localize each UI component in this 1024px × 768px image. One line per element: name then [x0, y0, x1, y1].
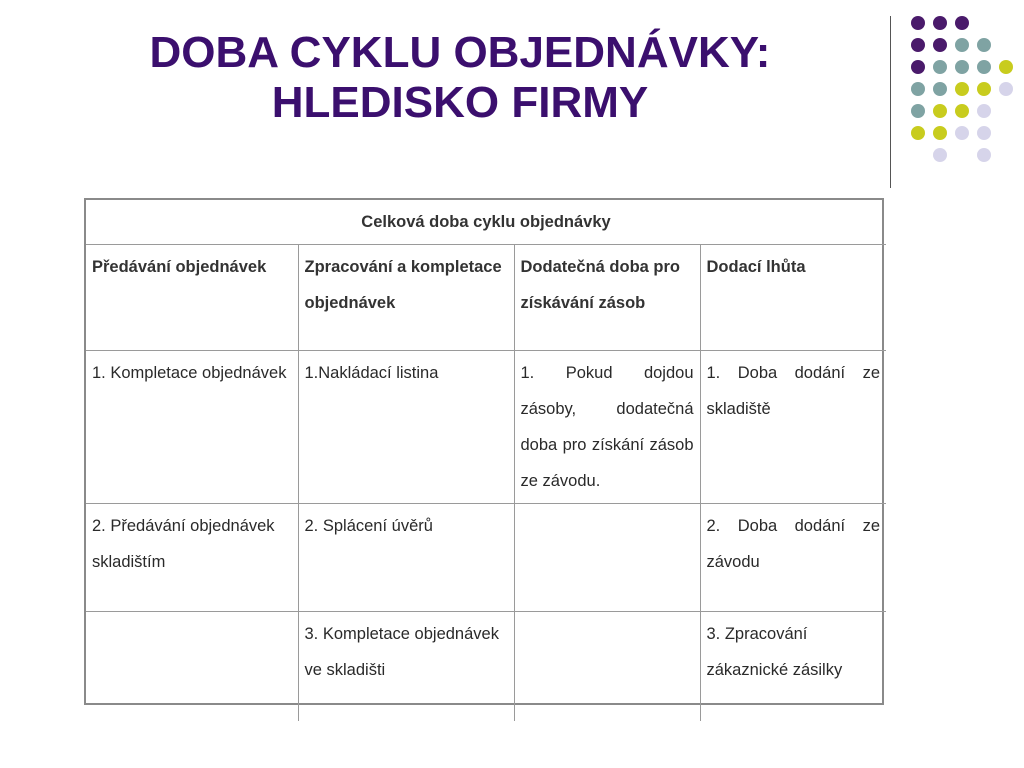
table-cell: 1.Nakládací listina: [298, 351, 514, 504]
table-span-header: Celková doba cyklu objednávky: [86, 200, 886, 245]
decorative-dot: [955, 104, 969, 118]
table-cell: 1. Doba dodání ze skladiště: [700, 351, 886, 504]
decorative-dot: [955, 38, 969, 52]
column-header: Předávání objednávek: [86, 245, 298, 351]
decorative-dot: [977, 148, 991, 162]
table-row: [86, 351, 886, 504]
decorative-dot: [933, 38, 947, 52]
decorative-dot: [977, 104, 991, 118]
table-cell: 3. Zpracování zákaznické zásilky: [700, 612, 886, 721]
title-line-2: HLEDISKO FIRMY: [271, 78, 649, 127]
decorative-dot: [977, 126, 991, 140]
title-line-1: DOBA CYKLU OBJEDNÁVKY:: [149, 28, 771, 77]
decorative-dot: [933, 126, 947, 140]
decorative-dot: [955, 16, 969, 30]
decorative-dot: [933, 60, 947, 74]
table-cell: 3. Kompletace objednávek ve skladišti: [298, 612, 514, 721]
column-header: Dodací lhůta: [700, 245, 886, 351]
table: [86, 200, 886, 721]
decorative-dot: [955, 126, 969, 140]
table-cell: 1. Kompletace objednávek: [86, 351, 298, 504]
decorative-dot: [911, 104, 925, 118]
decorative-dot: [955, 60, 969, 74]
table-cell: [86, 612, 298, 721]
decorative-dot: [999, 82, 1013, 96]
decorative-dot: [911, 126, 925, 140]
table-span-header-row: [86, 200, 886, 245]
slide-title: [20, 28, 900, 128]
table-row: [86, 504, 886, 612]
table-row: [86, 612, 886, 721]
column-header: Zpracování a kompletace objednávek: [298, 245, 514, 351]
table-cell: 2. Předávání objednávek skladištím: [86, 504, 298, 612]
decorative-dot: [955, 82, 969, 96]
decorative-dot: [933, 148, 947, 162]
table-cell: 2. Doba dodání ze závodu: [700, 504, 886, 612]
table-cell: [514, 504, 700, 612]
decorative-dot: [911, 60, 925, 74]
decorative-dot: [911, 16, 925, 30]
decorative-dot: [933, 82, 947, 96]
table-cell: [514, 612, 700, 721]
table-cell: 1. Pokud dojdou zásoby, dodatečná doba pro získání zásob ze závodu.: [514, 351, 700, 504]
table-header-row: [86, 245, 886, 351]
decorative-dot: [977, 38, 991, 52]
decorative-dot: [911, 38, 925, 52]
decorative-dot: [999, 60, 1013, 74]
table-cell: 2. Splácení úvěrů: [298, 504, 514, 612]
decorative-dot: [933, 104, 947, 118]
vertical-divider: [890, 16, 891, 188]
column-header: Dodatečná doba pro získávání zásob: [514, 245, 700, 351]
decorative-dot: [933, 16, 947, 30]
decorative-dot: [977, 60, 991, 74]
decorative-dot: [911, 82, 925, 96]
order-cycle-table: [84, 198, 884, 705]
decorative-dot: [977, 82, 991, 96]
